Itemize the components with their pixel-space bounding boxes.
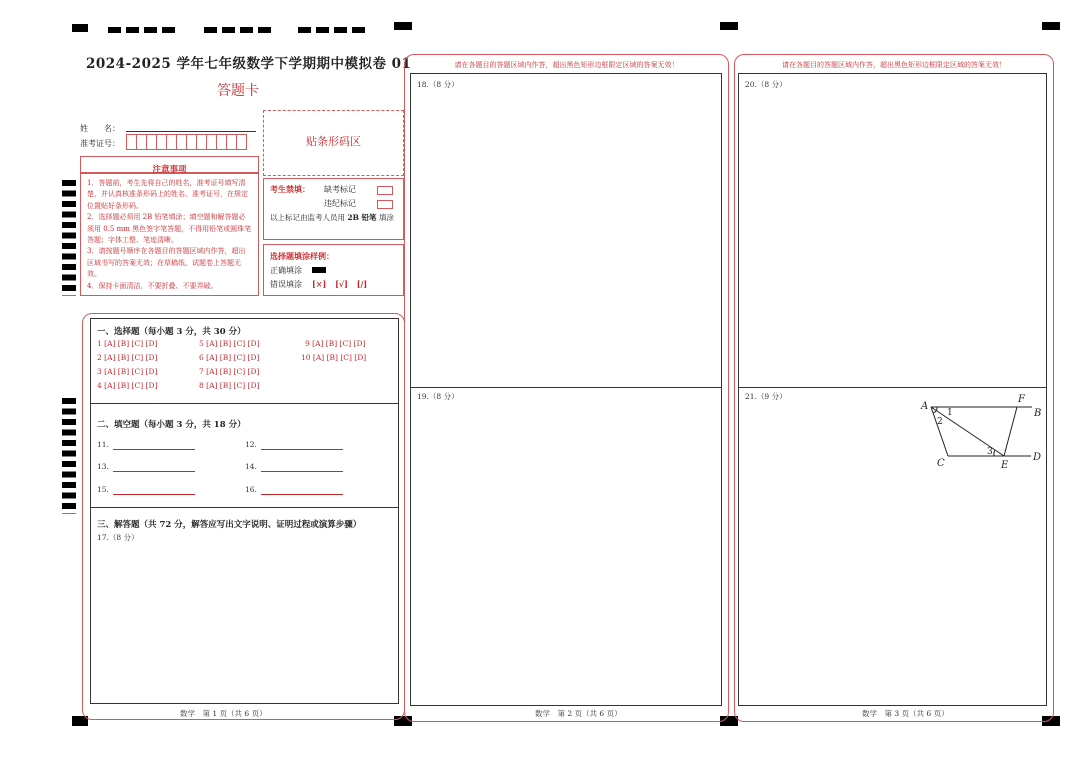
violation-checkbox[interactable] [377, 200, 393, 209]
segment-fe [1004, 407, 1017, 456]
prohibited-label: 考生禁填： [270, 184, 310, 194]
exam-title: 2024-2025 学年七年级数学下学期期中模拟卷 01 [86, 56, 412, 72]
choice-q6[interactable]: 6 [A] [B] [C] [D] [199, 353, 260, 362]
wrong-mark: [×] [312, 279, 327, 289]
angle-label-1: 1 [947, 408, 953, 418]
parallel-lines-figure [917, 390, 1047, 470]
blank-line-12[interactable] [261, 449, 343, 450]
q20-label: 20.（8 分） [745, 80, 787, 89]
timing-mark [394, 22, 412, 30]
name-field[interactable] [126, 131, 256, 132]
page3-warning: 请在各题目的答题区域内作答，超出黑色矩形边框限定区域的答案无效！ [782, 61, 1006, 69]
notice-box [80, 173, 259, 296]
section2-title: 二、填空题（每小题 3 分，共 18 分） [97, 420, 246, 430]
barcode-area [263, 110, 404, 176]
wrong-mark: [/] [356, 279, 368, 289]
angle-1-arc [936, 407, 937, 411]
absent-checkbox[interactable] [377, 186, 393, 195]
blank-label-11: 11. [97, 440, 109, 449]
point-label-f: F [1018, 394, 1025, 405]
wrong-fill-label: 错误填涂 [270, 280, 302, 289]
q17-answer-area[interactable] [95, 545, 395, 701]
choice-q2[interactable]: 2 [A] [B] [C] [D] [97, 353, 158, 362]
timing-mark [298, 27, 366, 33]
section3-title: 三、解答题（共 72 分，解答应写出文字说明、证明过程或演算步骤） [97, 520, 362, 530]
angle-3-arc [994, 450, 995, 456]
blank-line-13[interactable] [113, 471, 195, 472]
prohibited-box [263, 178, 404, 240]
absent-label: 缺考标记 [324, 185, 356, 194]
angle-2-arc [933, 411, 936, 413]
q19-label: 19.（8 分） [417, 392, 459, 401]
point-label-b: B [1034, 408, 1042, 419]
q21-label: 21.（9 分） [745, 392, 787, 401]
timing-mark [204, 27, 272, 33]
note-suffix: 填涂 [378, 213, 394, 222]
notice-item: 3．请按题号顺序在各题目的答题区域内作答，超出区域书写的答案无效；在草稿纸、试题卷上答题无效。 [87, 247, 246, 279]
note-prefix: 以上标记由监考人员用 [270, 213, 345, 222]
blank-label-13: 13. [97, 462, 109, 471]
q18-answer-area[interactable] [413, 92, 719, 384]
barcode-label: 贴条形码区 [306, 135, 361, 148]
blank-label-14: 14. [245, 462, 257, 471]
timing-mark [108, 27, 178, 33]
blank-line-14[interactable] [261, 471, 343, 472]
q20-answer-area[interactable] [741, 92, 1044, 384]
fill-example-label: 选择题填涂样例： [270, 251, 334, 261]
fill-example-box [263, 244, 404, 296]
timing-mark [72, 24, 88, 32]
timing-mark [62, 398, 76, 514]
choice-q9[interactable]: 9 [A] [B] [C] [D] [305, 339, 366, 348]
segment-ae [931, 407, 1004, 456]
exam-id-label: 准考证号： [80, 139, 120, 148]
choice-q4[interactable]: 4 [A] [B] [C] [D] [97, 381, 158, 390]
page3-inner-frame [738, 73, 1047, 706]
notice-item: 2．选择题必须用 2B 铅笔填涂；填空题和解答题必须用 0.5 mm 黑色签字笔答题，不得用铅笔或圆珠笔答题；字体工整、笔迹清晰。 [87, 213, 252, 245]
correct-fill-sample [312, 267, 326, 273]
page2-footer: 数学 第 2 页（共 6 页） [535, 709, 622, 718]
blank-line-15[interactable] [113, 494, 195, 495]
notice-item: 1．答题前，考生先将自己的姓名，准考证号填写清楚，并认真核准条形码上的姓名、准考证号，在规定位置贴好条形码。 [87, 179, 248, 210]
choice-q1[interactable]: 1 [A] [B] [C] [D] [97, 339, 158, 348]
angle-label-3: 3 [987, 447, 993, 457]
q19-answer-area[interactable] [413, 404, 719, 702]
choice-q3[interactable]: 3 [A] [B] [C] [D] [97, 367, 158, 376]
point-label-d: D [1033, 452, 1042, 463]
wrong-mark: [√] [335, 279, 348, 289]
choice-q10[interactable]: 10 [A] [B] [C] [D] [301, 353, 367, 362]
blank-line-11[interactable] [113, 449, 195, 450]
name-label: 姓 名： [80, 124, 120, 133]
notice-title-box [80, 156, 259, 173]
timing-mark [62, 180, 76, 296]
page1-footer: 数学 第 1 页（共 6 页） [180, 709, 267, 718]
section-divider [91, 403, 398, 404]
page1-inner-frame [90, 318, 399, 704]
blank-label-15: 15. [97, 485, 109, 494]
page3-footer: 数学 第 3 页（共 6 页） [862, 709, 949, 718]
correct-fill-label: 正确填涂 [270, 266, 302, 275]
timing-mark [720, 22, 738, 30]
answer-card-label: 答题卡 [217, 83, 259, 99]
question-divider [411, 387, 721, 388]
q18-label: 18.（8 分） [417, 80, 459, 89]
blank-label-12: 12. [245, 440, 257, 449]
point-label-c: C [937, 458, 945, 469]
wrong-fill-samples [312, 279, 367, 289]
notice-title: 注意事项 [152, 165, 187, 175]
choice-q7[interactable]: 7 [A] [B] [C] [D] [199, 367, 260, 376]
segment-ac [931, 407, 948, 456]
violation-label: 违纪标记 [324, 199, 356, 208]
blank-line-16[interactable] [261, 494, 343, 495]
exam-id-boxes[interactable] [126, 134, 246, 150]
section-divider [91, 507, 398, 508]
choice-q8[interactable]: 8 [A] [B] [C] [D] [199, 381, 260, 390]
question-divider [739, 387, 1046, 388]
note-bold: 2B 铅笔 [347, 213, 377, 222]
page2-inner-frame [410, 73, 722, 706]
prohibited-note [270, 212, 398, 224]
point-label-a: A [921, 401, 929, 412]
point-label-e: E [1001, 460, 1009, 470]
page2-warning: 请在各题目的答题区域内作答，超出黑色矩形边框限定区域的答案无效！ [454, 61, 679, 69]
blank-label-16: 16. [245, 485, 257, 494]
q17-label: 17.（8 分） [97, 533, 139, 542]
notice-item: 4．保持卡面清洁，不要折叠、不要弄破。 [87, 281, 218, 290]
timing-mark [1042, 22, 1060, 30]
choice-q5[interactable]: 5 [A] [B] [C] [D] [199, 339, 260, 348]
section1-title: 一、选择题（每小题 3 分，共 30 分） [97, 327, 246, 337]
angle-label-2: 2 [937, 417, 943, 427]
